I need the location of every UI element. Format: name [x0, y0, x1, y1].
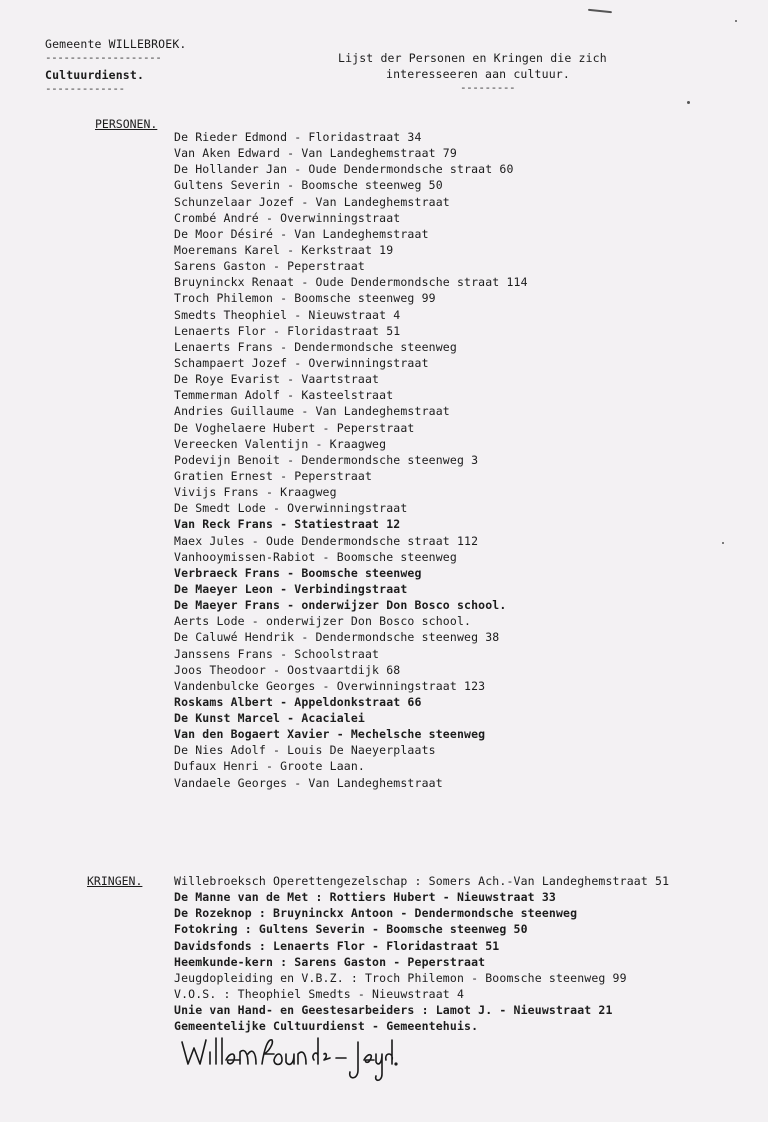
list-item: Dufaux Henri - Groote Laan.	[174, 759, 365, 774]
list-item: De Rieder Edmond - Floridastraat 34	[174, 130, 422, 144]
list-item: Van Reck Frans - Statiestraat 12	[174, 517, 401, 532]
list-item: Vivijs Frans - Kraagweg	[174, 485, 337, 500]
list-item: Crombé André - Overwinningstraat	[174, 210, 401, 225]
department-rule: -------------	[45, 82, 125, 95]
list-item: Moeremans Karel - Kerkstraat 19	[174, 242, 394, 257]
scan-speck	[735, 20, 737, 22]
document-title-line2: interesseeren aan cultuur.	[386, 67, 570, 81]
document-title-rule: ---------	[460, 81, 516, 94]
list-item: Temmerman Adolf - Kasteelstraat	[174, 388, 394, 403]
list-item: Verbraeck Frans - Boomsche steenweg	[174, 565, 422, 580]
list-item: De Caluwé Hendrik - Dendermondsche steenweg 38	[174, 630, 500, 645]
list-item: Lenaerts Frans - Dendermondsche steenweg	[174, 339, 457, 354]
list-item: Janssens Frans - Schoolstraat	[174, 646, 380, 661]
list-item: Podevijn Benoit - Dendermondsche steenweg 3	[174, 452, 479, 467]
list-item: Davidsfonds : Lenaerts Flor - Floridastraat 51	[174, 938, 500, 953]
list-item: De Voghelaere Hubert - Peperstraat	[174, 420, 415, 435]
list-item: Roskams Albert - Appeldonkstraat 66	[174, 694, 422, 709]
list-item: Vandenbulcke Georges - Overwinningstraat 123	[174, 678, 486, 693]
list-item: De Maeyer Leon - Verbindingstraat	[174, 581, 408, 596]
list-item: De Kunst Marcel - Acacialei	[174, 711, 365, 726]
list-item: De Hollander Jan - Oude Dendermondsche straat 60	[174, 162, 514, 177]
list-item: Smedts Theophiel - Nieuwstraat 4	[174, 307, 401, 322]
municipality-rule: -------------------	[45, 51, 162, 64]
list-item: Vanhooymissen-Rabiot - Boomsche steenweg	[174, 549, 457, 564]
list-item: V.O.S. : Theophiel Smedts - Nieuwstraat 4	[174, 986, 465, 1001]
kringen-list	[174, 873, 669, 1034]
list-item: Fotokring : Gultens Severin - Boomsche steenweg 50	[174, 922, 528, 937]
list-item: Bruyninckx Renaat - Oude Dendermondsche straat 114	[174, 275, 528, 290]
handwritten-annotation	[178, 1030, 398, 1090]
list-item: Gemeentelijke Cultuurdienst - Gemeentehuis.	[174, 1019, 479, 1034]
list-item: Sarens Gaston - Peperstraat	[174, 259, 365, 274]
list-item: Aerts Lode - onderwijzer Don Bosco school.	[174, 614, 472, 629]
kringen-label: KRINGEN.	[87, 874, 143, 888]
list-item: De Moor Désiré - Van Landeghemstraat	[174, 226, 429, 241]
list-item: Jeugdopleiding en V.B.Z. : Troch Philemon - Boomsche steenweg 99	[174, 970, 627, 985]
list-item: Van den Bogaert Xavier - Mechelsche steenweg	[174, 727, 486, 742]
list-item: Heemkunde-kern : Sarens Gaston - Peperstraat	[174, 954, 486, 969]
list-item: De Roye Evarist - Vaartstraat	[174, 372, 380, 387]
list-item: Unie van Hand- en Geestesarbeiders : Lamot J. - Nieuwstraat 21	[174, 1003, 613, 1018]
list-item: Schampaert Jozef - Overwinningstraat	[174, 355, 429, 370]
municipality-heading: Gemeente WILLEBROEK.	[45, 37, 187, 51]
scan-speck	[588, 9, 612, 13]
list-item: De Maeyer Frans - onderwijzer Don Bosco school.	[174, 598, 507, 613]
list-item: De Rozeknop : Bruyninckx Antoon - Dendermondsche steenweg	[174, 906, 578, 921]
list-item: Gratien Ernest - Peperstraat	[174, 468, 373, 483]
personen-label: PERSONEN.	[95, 117, 158, 131]
list-item: Joos Theodoor - Oostvaartdijk 68	[174, 662, 401, 677]
list-item: Lenaerts Flor - Floridastraat 51	[174, 323, 401, 338]
list-item: Maex Jules - Oude Dendermondsche straat 112	[174, 533, 479, 548]
list-item: Schunzelaar Jozef - Van Landeghemstraat	[174, 194, 450, 209]
list-item: De Nies Adolf - Louis De Naeyerplaats	[174, 743, 436, 758]
document-title-line1: Lijst der Personen en Kringen die zich	[338, 51, 607, 65]
personen-list	[174, 129, 528, 791]
list-item: Andries Guillaume - Van Landeghemstraat	[174, 404, 450, 419]
list-item: Vandaele Georges - Van Landeghemstraat	[174, 775, 443, 790]
list-item: Willebroeksch Operettengezelschap : Somers Ach.-Van Landeghemstraat 51	[174, 874, 670, 888]
list-item: Troch Philemon - Boomsche steenweg 99	[174, 291, 436, 306]
department-heading: Cultuurdienst.	[45, 68, 145, 82]
list-item: Vereecken Valentijn - Kraagweg	[174, 436, 387, 451]
scan-speck	[722, 542, 724, 544]
list-item: De Manne van de Met : Rottiers Hubert - Nieuwstraat 33	[174, 890, 556, 905]
list-item: Van Aken Edward - Van Landeghemstraat 79	[174, 146, 457, 161]
scan-speck	[687, 101, 690, 104]
list-item: Gultens Severin - Boomsche steenweg 50	[174, 178, 443, 193]
list-item: De Smedt Lode - Overwinningstraat	[174, 501, 408, 516]
